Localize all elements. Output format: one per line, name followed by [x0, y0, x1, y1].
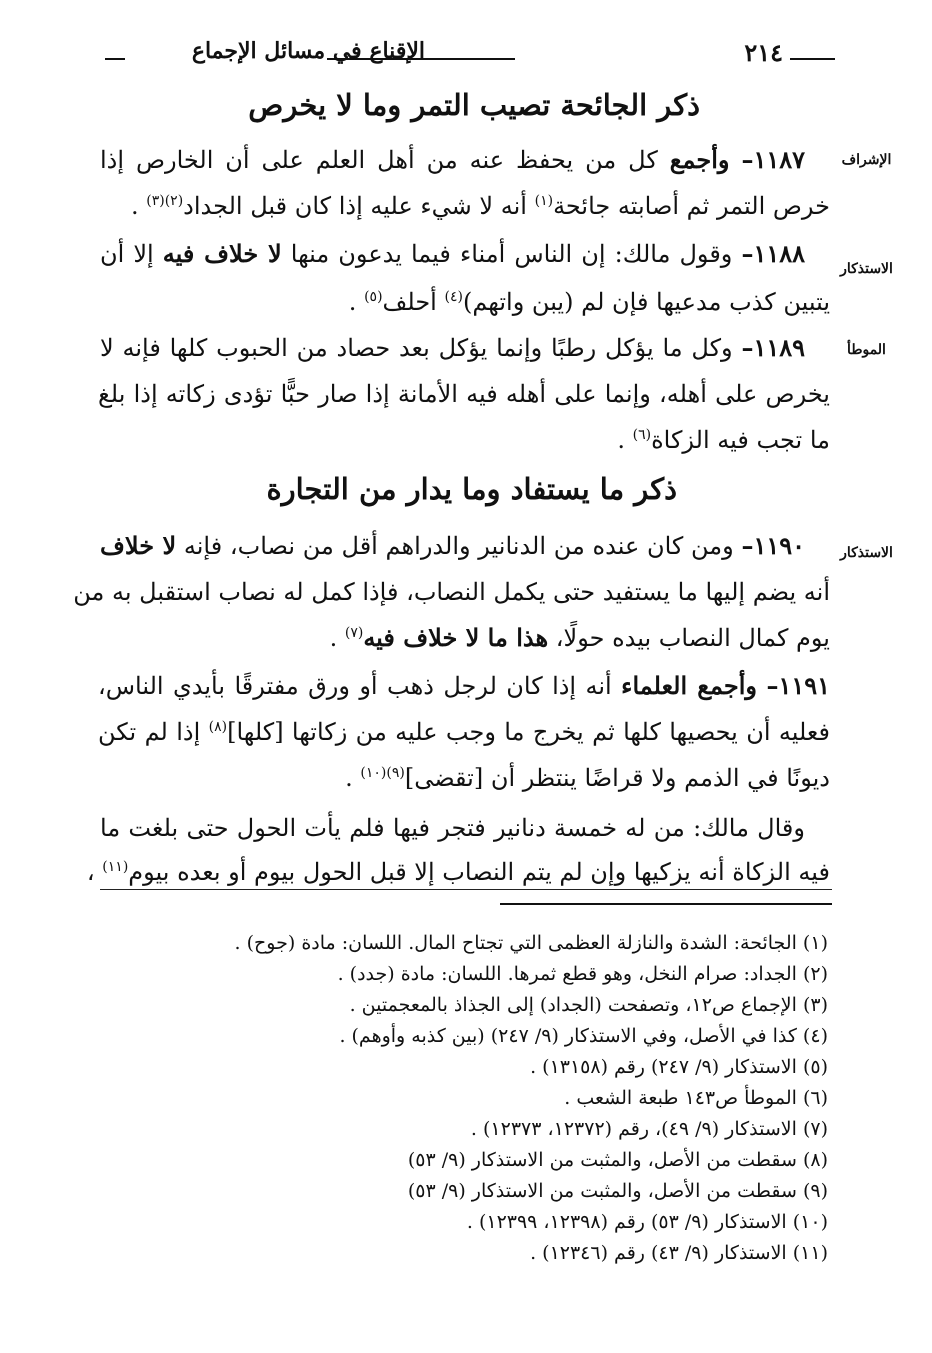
- entry-number: ١١٨٩–: [741, 333, 805, 362]
- footnote: (٧) الاستذكار (٩/ ٤٩)، رقم (١٢٣٧٢، ١٢٣٧٣) .: [470, 1118, 828, 1140]
- text-line: [100, 526, 805, 566]
- line-text: فيه الزكاة أنه يزكيها وإن لم يتم النصاب إلا قبل الحول بيوم أو بعده بيوم: [128, 858, 830, 886]
- footnote: (٤) كذا في الأصل، وفي الاستذكار (٩/ ٢٤٧) (بين كذبه وأوهم) .: [339, 1025, 828, 1047]
- text-line: [98, 758, 830, 798]
- footnote-ref: (٦): [632, 427, 652, 443]
- line-text: وقال مالك: من له خمسة دنانير فتجر فيها فلم يأت الحول حتى بلغت ما: [100, 814, 805, 842]
- margin-source: الاستذكار: [840, 261, 893, 277]
- text-line: [98, 712, 830, 752]
- line-text: ومن كان عنده من الدنانير والدراهم أقل من نصاب، فإنه: [183, 532, 734, 560]
- text-line: [100, 234, 805, 274]
- bold-phrase: لا خلاف فيه: [162, 239, 282, 268]
- line-text: فعليه أن يحصيها كلها ثم يخرج ما وجب عليه من زكاتها [كلها]: [227, 718, 830, 746]
- entry-number: ١١٨٨–: [741, 239, 806, 268]
- line-text: ديونًا في الذمم ولا قراضًا ينتظر أن [تقضى]: [404, 764, 830, 792]
- footnote-ref: (٤): [444, 289, 463, 305]
- line-text: إذا لم تكن: [98, 718, 201, 746]
- line-end: .: [345, 764, 353, 792]
- text-line: [98, 618, 830, 658]
- footnote: (٨) سقطت من الأصل، والمثبت من الاستذكار (٩/ ٥٣): [407, 1149, 828, 1171]
- text-line: [98, 282, 830, 322]
- page-number: ٢١٤: [744, 38, 783, 67]
- footnote: (٥) الاستذكار (٩/ ٢٤٧) رقم (١٣١٥٨) .: [530, 1056, 828, 1078]
- text-line: [98, 186, 830, 226]
- footnote: (٩) سقطت من الأصل، والمثبت من الاستذكار (٩/ ٥٣): [407, 1180, 828, 1202]
- line-end: .: [329, 624, 338, 652]
- text-line: [98, 420, 830, 460]
- line-text: وكل ما يؤكل رطبًا وإنما يؤكل بعد حصاد من الحبوب كلها فإنه لا: [100, 334, 733, 362]
- text-line: [98, 374, 830, 414]
- footnote: (١٠) الاستذكار (٩/ ٥٣) رقم (١٢٣٩٨، ١٢٣٩٩) .: [466, 1211, 828, 1233]
- line-end: .: [348, 288, 357, 316]
- footnote: (١١) الاستذكار (٩/ ٤٣) رقم (١٢٣٤٦) .: [530, 1242, 828, 1264]
- line-text: أحلف: [382, 288, 437, 316]
- text-line: [100, 328, 805, 368]
- bold-phrase: وأجمع: [669, 145, 730, 174]
- line-text: كل من يحفظ عنه من أهل العلم على أن الخارص إذا: [100, 146, 658, 174]
- text-line: [100, 808, 805, 848]
- header-rule-left: [105, 58, 125, 60]
- footnote-ref: (٧): [344, 625, 364, 641]
- running-header: [95, 38, 835, 78]
- footnote: (٦) الموطأ ص١٤٣ طبعة الشعب .: [564, 1087, 828, 1109]
- entry-number: ١١٩٠–: [741, 531, 806, 560]
- line-end: .: [130, 192, 139, 220]
- footnote: (٣) الإجماع ص١٢، وتصفحت (الجداد) إلى الجذاذ بالمعجمتين .: [349, 994, 828, 1016]
- line-end: ،: [86, 858, 95, 886]
- line-text: أنه يضم إليها ما يستفيد حتى يكمل النصاب، فإذا كمل له نصاب استقبل به من: [73, 578, 830, 606]
- footnote-separator: [500, 903, 832, 905]
- text-underline: [100, 889, 832, 890]
- section-heading: ذكر ما يستفاد وما يدار من التجارة: [266, 472, 677, 506]
- line-text: يتبين كذب مدعيها فإن لم (يبن واتهم): [462, 288, 830, 316]
- footnote-ref: (١): [534, 193, 554, 209]
- footnote: (١) الجائحة: الشدة والنازلة العظمى التي تجتاح المال. اللسان: مادة (جوح) .: [234, 932, 828, 954]
- margin-source: الإشراف: [841, 152, 892, 168]
- footnote: (٢) الجداد: صرام النخل، وهو قطع ثمرها. اللسان: مادة (جدد) .: [337, 963, 828, 985]
- line-text: أنه إذا كان لرجل ذهب أو ورق مفترقًا بأيدي الناس،: [98, 672, 612, 700]
- line-text: وقول مالك: إن الناس أمناء فيما يدعون منها: [290, 240, 733, 268]
- running-title: الإقناع في مسائل الإجماع: [191, 38, 425, 64]
- margin-source: الموطأ: [847, 342, 886, 358]
- bold-phrase: هذا ما لا خلاف فيه: [363, 623, 549, 652]
- line-end: .: [617, 426, 625, 454]
- line-text: يخرص على أهله، وإنما على أهله فيه الأمانة إذا صار حبًّا تؤدى زكاته إذا بلغ: [98, 380, 830, 408]
- bold-phrase: لا خلاف: [100, 531, 177, 560]
- text-line: [73, 572, 830, 612]
- header-rule-right: [790, 58, 835, 60]
- text-line: [86, 852, 830, 892]
- entry-number: ١١٨٧–: [741, 145, 805, 174]
- section-heading: ذكر الجائحة تصيب التمر وما لا يخرص: [248, 88, 700, 122]
- line-text: خرص التمر ثم أصابته جائحة: [553, 192, 830, 220]
- line-text: يوم كمال النصاب بيده حولًا،: [555, 624, 830, 652]
- footnote-ref: (١١): [102, 859, 129, 875]
- footnote-ref: (٨): [208, 719, 228, 735]
- text-line: [100, 140, 805, 180]
- footnote-ref: (٥): [364, 289, 383, 305]
- margin-source: الاستذكار: [840, 545, 893, 561]
- line-text: أنه لا شيء عليه إذا كان قبل الجداد: [183, 192, 527, 220]
- text-line: [98, 666, 830, 706]
- footnote-ref: (٩)(١٠): [360, 765, 405, 781]
- footnote-ref: (٢)(٣): [146, 193, 184, 209]
- line-text: إلا أن: [100, 240, 154, 268]
- entry-number: ١١٩١–: [766, 671, 830, 700]
- bold-phrase: وأجمع العلماء: [621, 671, 758, 700]
- line-text: ما تجب فيه الزكاة: [651, 426, 830, 454]
